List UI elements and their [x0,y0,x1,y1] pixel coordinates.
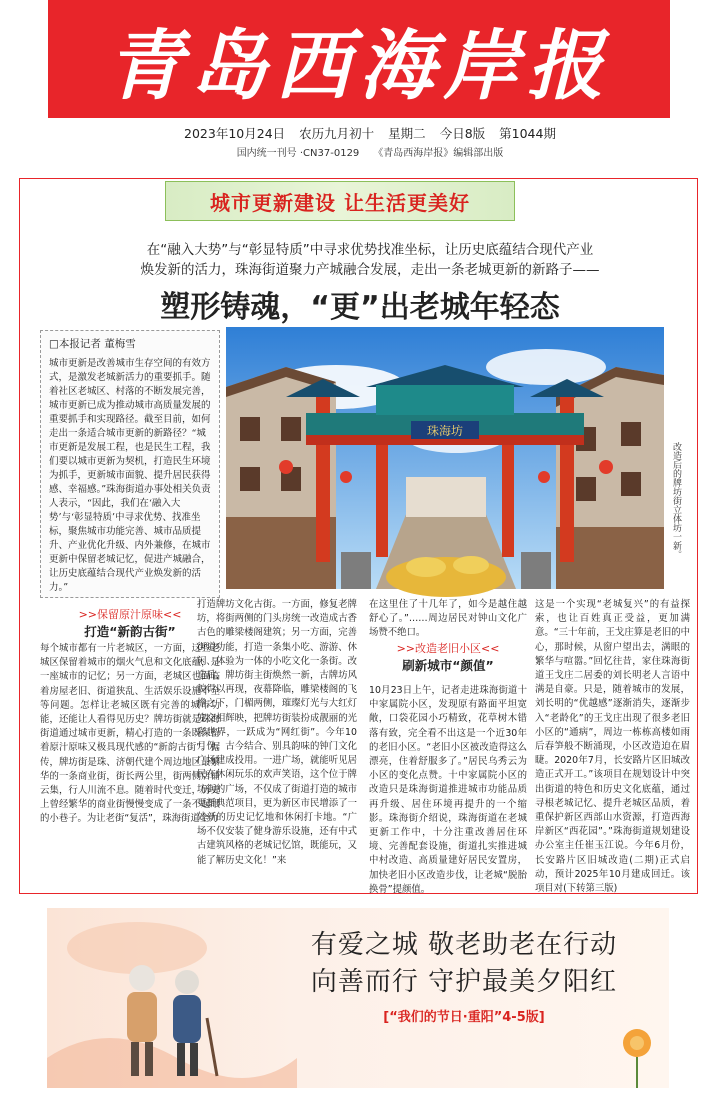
issue-pages: 今日8版 [439,126,486,141]
elderly-couple-illustration [47,908,297,1088]
issue-date: 2023年10月24日 [184,126,286,141]
section2-title: 刷新城市“颜值” [402,658,494,673]
issue-publication-info [120,144,620,159]
chrysanthemum-icon [607,1018,667,1088]
section-banner-text: 城市更新建设 让生活更美好 [210,190,470,215]
issue-info [100,124,640,142]
section2-body: 10月23日上午，记者走进珠海街道十中家属院小区，发现原有路面平坦宽敞，口袋花园小巧精致，花草树木错落有致，完全看不出这是一个近30年的老旧小区。“老旧小区被改造得这么漂亮，住着舒服多了。”居民乌秀云为小区的变化点赞。十中家属院小区的改造只是珠海街道推进城市功能品质再升级、居住环境再提升的一个缩影。珠海街介绍说，珠海街道在老城更新工作中，十分注重改善居住环境、完善配套设施，街道扎实推进城中村改造、高质量建好居民安置房，加快老旧小区改造步伐，让老城“脱胎换骨”提颜值。 [369,685,527,895]
issue-cn-code: 国内统一刊号 ·CN37-0129 [236,148,360,159]
memorial-archway-photo [226,327,664,589]
section1-title: 打造“新韵古街” [84,624,176,639]
section-banner [165,181,515,221]
issue-weekday: 星期二 [388,126,426,141]
masthead [48,0,670,118]
column4-body: 这是一个实现“老城复兴”的有益探索，也让百姓真正受益，更加满意。“三十年前，王戈庄算是老旧的中心，那时候，从窗户望出去，满眼的繁华与喧嚣。”回忆往昔，家住珠海街道王戈庄二居委的刘长明老人言语中满是自豪。只是，随着城市的发展，刘长明的“优越感”逐渐消失，逐渐步入“老龄化”的王戈庄出现了很多老旧小区的“通病”，周边一栋栋高楼如雨后春笋般不断涌现，小区改造迫在眉睫。2020年7月，长安路片区旧城改造正式开工。”该项目在规划设计中突出街道的特色和历史文化底蕴，通过寻根老城记忆、提升老城区品质，着重保护新区西部山水资源，打造西海岸新区“西花园”。”珠海街道规划建设办公室主任崔玉江说。今年6月份，长安路片区旧城改造(二期)正式启动，预计2025年10月建成回迁。该项目对(下转第三版) [535,599,690,895]
issue-publisher: 《青岛西海岸报》编辑部出版 [373,148,504,159]
byline: □本报记者 董梅雪 [49,338,136,350]
promo-line-2: 向善而行 守护最美夕阳红 [310,967,618,997]
section1-kicker: >>保留原汁原味<< [78,608,182,621]
section1-heading [40,606,220,640]
section1-body: 每个城市都有一片老城区，一方面，这些老城区保留着城市的烟火气息和文化底蕴，是一座城市的记忆；另一方面，老城区也面临着房屋老旧、街道狭乱、生活娱乐设施不全等问题。怎样让老城区既有完善的城市功能，还能让人看得见历史？牌坊街就是珠海街道通过城市更新，精心打造的一条既保留着原汁原味又极具现代感的“新韵古街”。据传，牌坊街是珠、济朝代建个周边地区最繁华的一条商业街，街长两公里，街两侧店铺云集，行人川流不息。随着时代变迁，历史上曾经繁华的商业街慢慢变成了一条不起眼的小巷子。为让老街“复活”，珠海街道全力 [40,643,220,825]
article-photo [226,327,664,589]
issue-number: 第1044期 [499,126,556,141]
column3-body-top: 在这里住了十几年了，如今是越住越舒心了。”……周边居民对钟山文化广场赞不绝口。 [369,599,527,639]
intro-text: 城市更新是改善城市生存空间的有效方式，是激发老城新活力的重要抓手。随着社区老城区、村落的不断发展完善，城市更新已成为推动城市高质量发展的重要抓手和实现路径。截至目前，如何走出一条适合城市更新的新路径？“城市更新是发展工程，也是民生工程，我们要以城市更新为契机，打造民生环境为抓手，更新城市面貌、提升居民获得感、幸福感。”珠海街道办事处相关负责人表示，“因此，我们在‘融入大势’与‘彰显特质’中寻求优势、找准坐标，聚焦城市功能完善、城市品质提升、产业优化升级、内外兼修，在城市更新中保留老城记忆，促进产城融合，让历史底蕴结合现代产业焕发新的活力。” [49,358,211,593]
intro-box [40,330,220,598]
column2-body: 打造牌坊文化古街。一方面，修复老牌坊，将街两侧的门头房统一改造成古香古色的雕梁楼阁建筑；另一方面，完善街道功能，打造一条集小吃、游游、休闲、体验为一体的小吃文化一条街。改造后，牌坊街主街焕然一新，古牌坊风貌得以再现，夜幕降临，雕梁楼阁的飞檐之下，门楣两侧，璀璨灯光与大红灯笼交相辉映，把牌坊街装扮成靓丽的光彩世界，一跃成为“网红街”。今年10月份，古今结合、别具韵味的钟门文化广场建成投用。一进广场，就能听见居民在休闲玩乐的欢声笑语，这个位于牌坊街的广场，不仅成了街道打造的城市更新典范项目，更为新区市民增添了一处新的历史记忆地和休闲打卡地。“广场不仅安装了健身游乐设施，还有中式古建筑风格的老城记忆馆，既能玩，又能了解历史文化！”来 [197,599,357,866]
promo-line-1: 有爱之城 敬老助老在行动 [310,930,618,960]
promo-text [269,924,659,1025]
issue-lunar-date: 农历九月初十 [299,126,375,141]
section2-heading [369,640,527,674]
section2-kicker: >>改造老旧小区<< [396,642,500,655]
promo-banner[interactable] [47,908,669,1088]
archway-sign: 珠海坊 [426,424,464,438]
photo-caption: 改造后的牌坊街立体坊一新。 [671,442,681,559]
promo-section-tag: [“我们的节日·重阳”4-5版] [383,1010,545,1025]
newspaper-title: 青岛西海岸报 [107,20,611,110]
deck-line-1: 在“融入大势”与“彰显特质”中寻求优势找准坐标，让历史底蕴结合现代产业 [146,242,594,258]
headline: 塑形铸魂，“更”出老城年轻态 [160,290,560,325]
deck-line-2: 焕发新的活力，珠海街道聚力产城融合发展，走出一条老城更新的新路子—— [140,262,600,278]
